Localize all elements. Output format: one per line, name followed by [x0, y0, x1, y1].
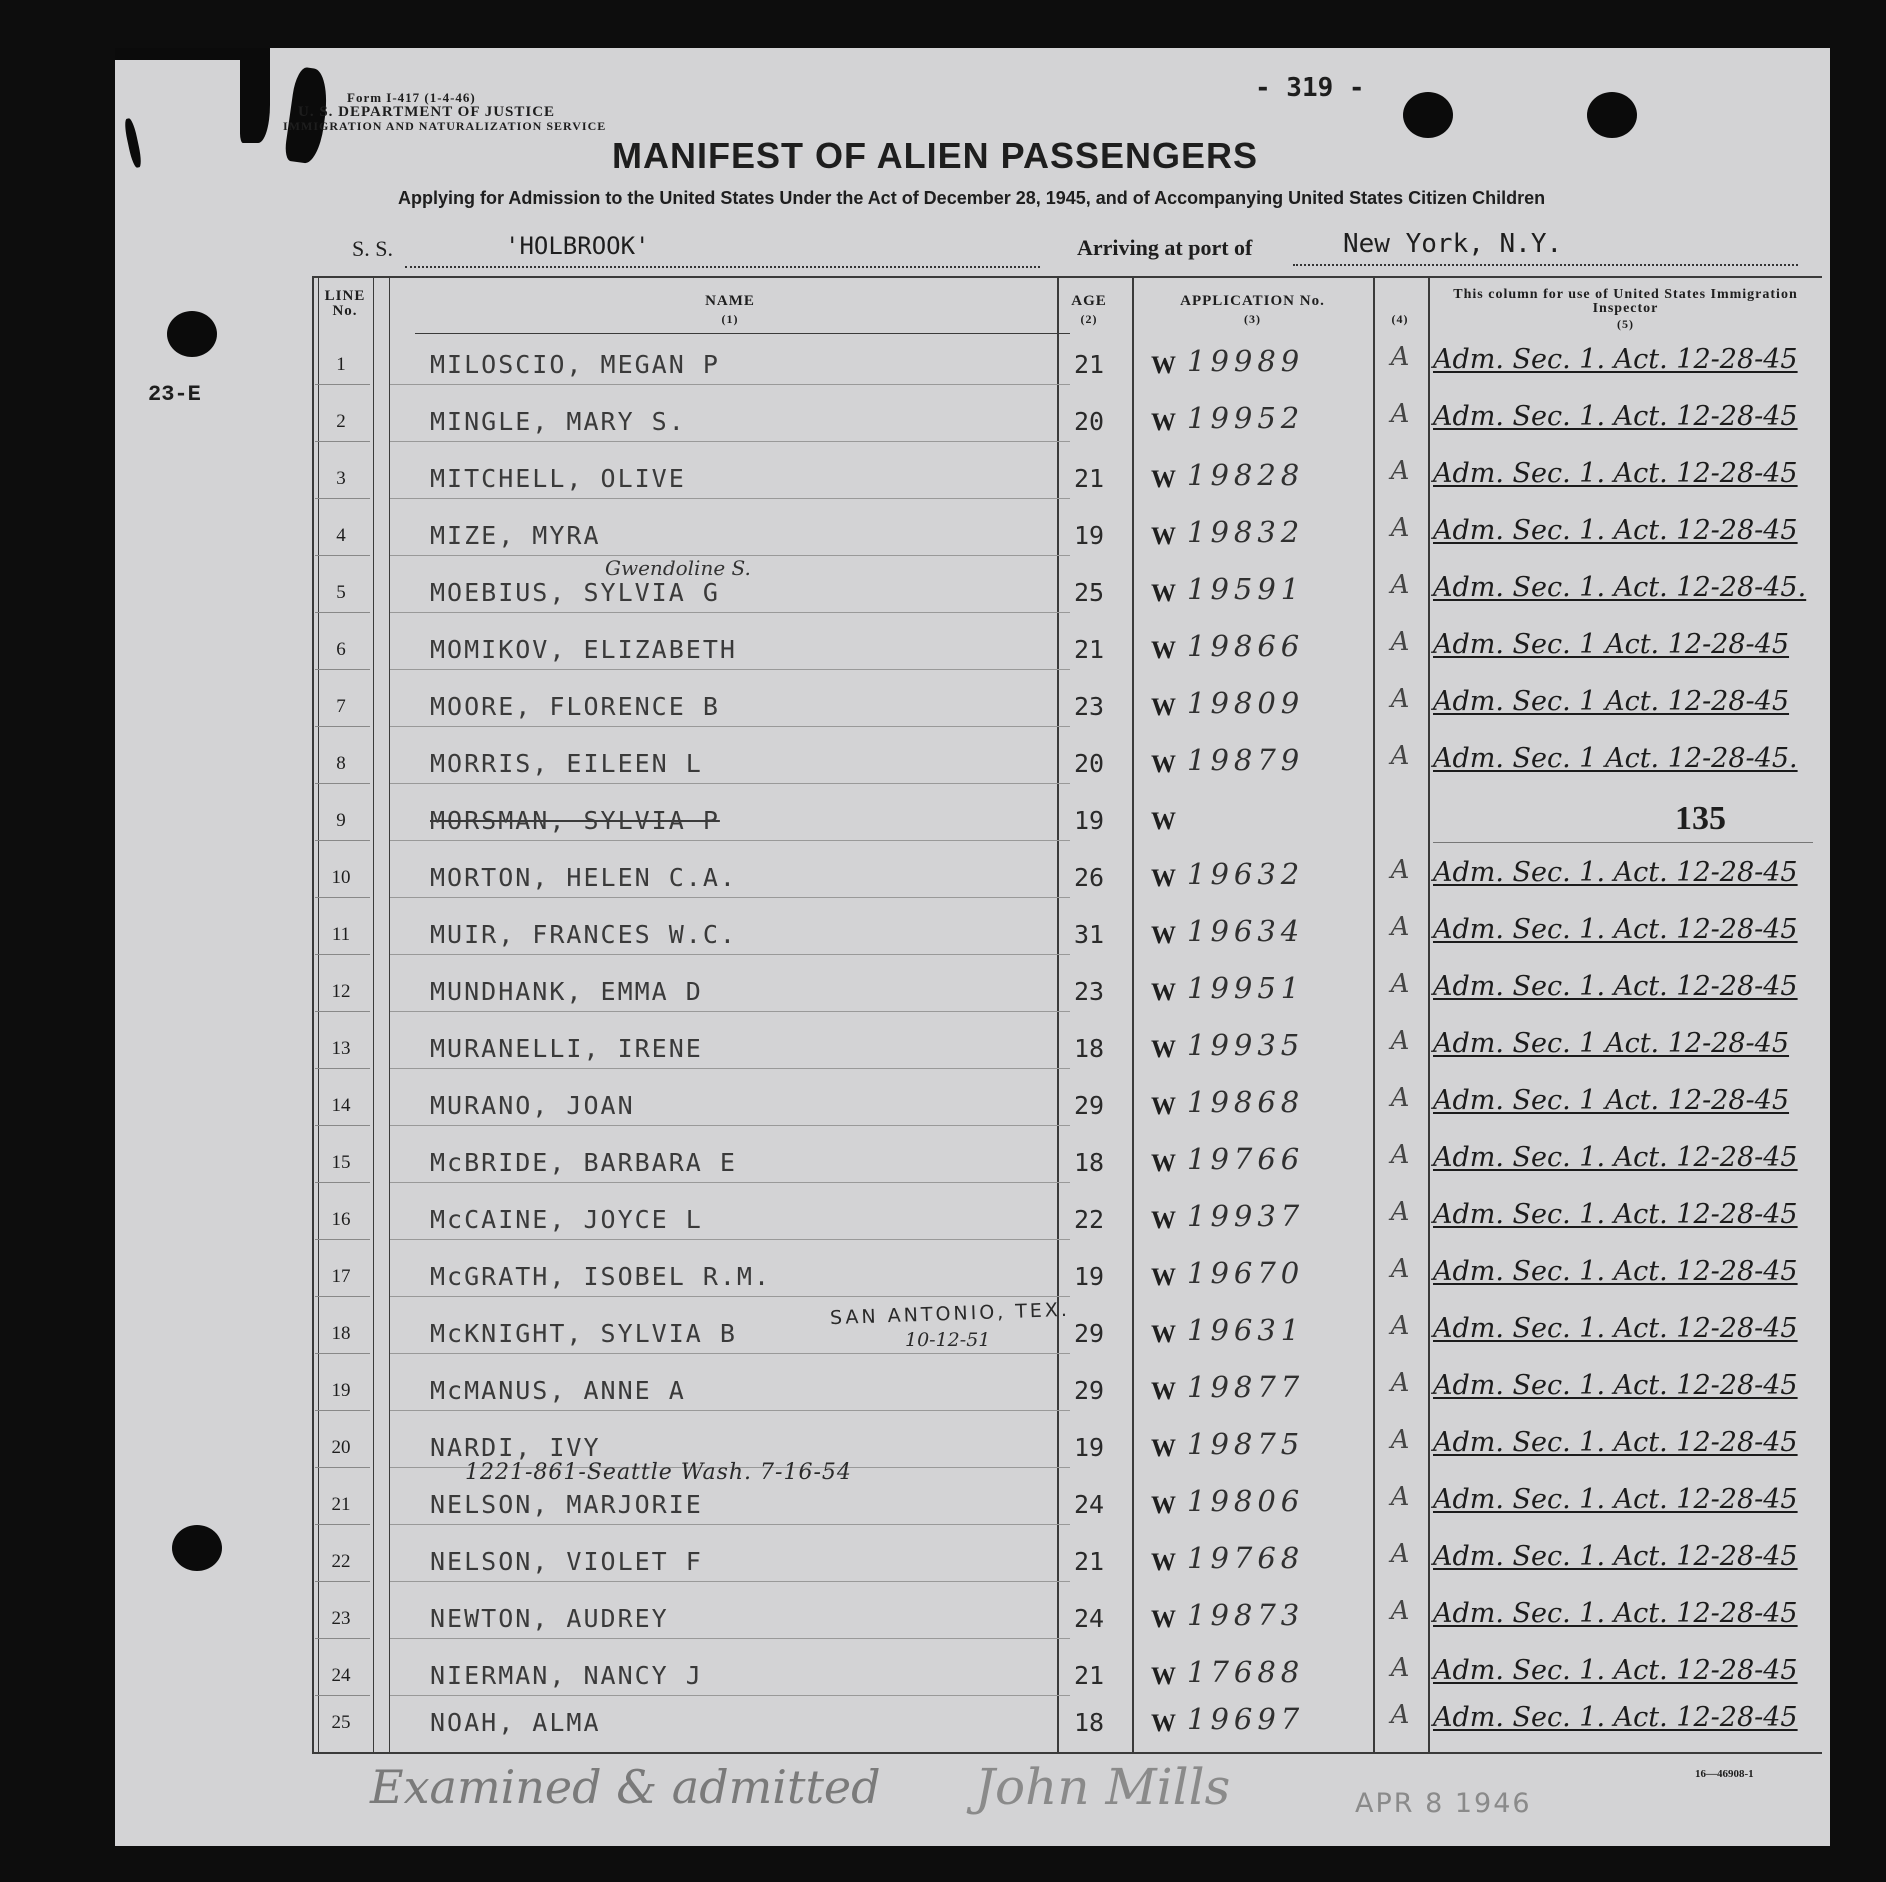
line-number: 14 — [331, 1095, 351, 1116]
line-number: 20 — [331, 1437, 351, 1458]
passenger-name: NOAH, ALMA — [430, 1708, 601, 1737]
line-number: 24 — [331, 1665, 351, 1686]
inspector-note: Adm. Sec. 1. Act. 12-28-45 — [1433, 914, 1798, 945]
col-inspector-label — [1433, 288, 1818, 316]
col4-mark: A — [1390, 1083, 1410, 1113]
ship-label: S. S. — [352, 236, 393, 261]
inspector-note: Adm. Sec. 1. Act. 12-28-45 — [1433, 1313, 1798, 1344]
print-code: 16—46908-1 — [1695, 1768, 1754, 1780]
table-bottom-rule — [312, 1752, 1822, 1754]
passenger-name: MINGLE, MARY S. — [430, 407, 686, 436]
manifest-page — [115, 48, 1830, 1846]
passenger-age: 18 — [1073, 1034, 1105, 1063]
line-number: 15 — [331, 1152, 351, 1173]
table-row — [115, 627, 1830, 684]
application-number: 19877 — [1187, 1370, 1305, 1404]
passenger-age: 19 — [1073, 806, 1105, 835]
app-prefix: W — [1151, 751, 1176, 778]
col4-mark: A — [1390, 1482, 1410, 1512]
inspector-note: Adm. Sec. 1 Act. 12-28-45. — [1433, 743, 1798, 774]
inspector-note: Adm. Sec. 1 Act. 12-28-45 — [1433, 1028, 1790, 1059]
inspector-note: Adm. Sec. 1 Act. 12-28-45 — [1433, 686, 1790, 717]
passenger-age: 19 — [1073, 521, 1105, 550]
table-row — [115, 1298, 1830, 1368]
passenger-age: 21 — [1073, 350, 1105, 379]
application-number: 19631 — [1187, 1313, 1305, 1347]
line-number: 1 — [336, 354, 346, 375]
table-row — [115, 1596, 1830, 1653]
line-number: 22 — [331, 1551, 351, 1572]
application-number: 19879 — [1187, 743, 1305, 777]
passenger-age: 25 — [1073, 578, 1105, 607]
col4-mark: A — [1390, 741, 1410, 771]
passenger-name: MUNDHANK, EMMA D — [430, 977, 703, 1006]
app-prefix: W — [1151, 979, 1176, 1006]
passenger-age: 19 — [1073, 1433, 1105, 1462]
punch-hole — [1587, 92, 1637, 138]
table-row — [115, 969, 1830, 1026]
passenger-name: MORRIS, EILEEN L — [430, 749, 703, 778]
line-number: 12 — [331, 981, 351, 1002]
department-name: U. S. DEPARTMENT OF JUSTICE — [298, 104, 556, 120]
table-row — [115, 798, 1830, 855]
ship-underline — [405, 266, 1040, 268]
handwritten-date: 10-12-51 — [905, 1329, 991, 1351]
passenger-name: NARDI, IVY — [430, 1433, 601, 1462]
col-4-num: (4) — [1391, 312, 1409, 326]
table-row — [115, 1425, 1830, 1482]
passenger-age: 24 — [1073, 1604, 1105, 1633]
table-row — [115, 513, 1830, 570]
handwritten-note: 1221-861-Seattle Wash. 7-16-54 — [465, 1460, 852, 1485]
line-number: 2 — [336, 411, 346, 432]
inspector-note: Adm. Sec. 1. Act. 12-28-45 — [1433, 857, 1798, 888]
table-row — [115, 1460, 1830, 1539]
table-row — [115, 855, 1830, 912]
application-number: 19952 — [1187, 401, 1305, 435]
passenger-name: MOEBIUS, SYLVIA G — [430, 578, 720, 607]
inspector-note: Adm. Sec. 1. Act. 12-28-45. — [1433, 572, 1807, 603]
table-row — [115, 556, 1830, 627]
col4-mark: A — [1390, 1539, 1410, 1569]
app-prefix: W — [1151, 1492, 1176, 1519]
app-prefix: W — [1151, 1093, 1176, 1120]
line-number: 13 — [331, 1038, 351, 1059]
passenger-age: 21 — [1073, 1661, 1105, 1690]
application-number: 19809 — [1187, 686, 1305, 720]
table-row — [115, 1539, 1830, 1596]
col4-mark: A — [1390, 342, 1410, 372]
passenger-age: 29 — [1073, 1091, 1105, 1120]
col-app-label: APPLICATION No. — [1180, 293, 1325, 309]
table-row — [115, 342, 1830, 399]
app-prefix: W — [1151, 466, 1176, 493]
app-prefix: W — [1151, 523, 1176, 550]
passenger-name: NIERMAN, NANCY J — [430, 1661, 703, 1690]
col-line-label: LINE — [324, 288, 366, 304]
app-prefix: W — [1151, 1036, 1176, 1063]
torn-corner — [240, 48, 270, 143]
line-number: 17 — [331, 1266, 351, 1287]
col-inspector-text: This column for use of United States Immigration Inspector — [1453, 287, 1798, 316]
application-number: 19632 — [1187, 857, 1305, 891]
date-stamp: APR 8 1946 — [1355, 1788, 1532, 1819]
margin-note: 23-E — [148, 382, 201, 407]
passenger-name: MURANO, JOAN — [430, 1091, 635, 1120]
application-number: 19697 — [1187, 1702, 1305, 1736]
app-prefix: W — [1151, 580, 1176, 607]
passenger-name: McBRIDE, BARBARA E — [430, 1148, 737, 1177]
app-prefix: W — [1151, 409, 1176, 436]
passenger-name: MURANELLI, IRENE — [430, 1034, 703, 1063]
passenger-name: MORTON, HELEN C.A. — [430, 863, 737, 892]
passenger-name: MIZE, MYRA — [430, 521, 601, 550]
line-number: 23 — [331, 1608, 351, 1629]
inspector-note: Adm. Sec. 1. Act. 12-28-45 — [1433, 1655, 1798, 1686]
header-bottom-rule — [415, 333, 1070, 334]
passenger-age: 21 — [1073, 635, 1105, 664]
inspector-note: Adm. Sec. 1. Act. 12-28-45 — [1433, 1598, 1798, 1629]
line-number: 9 — [336, 810, 346, 831]
passenger-age: 21 — [1073, 1547, 1105, 1576]
app-prefix: W — [1151, 808, 1176, 835]
inspector-note: Adm. Sec. 1. Act. 12-28-45 — [1433, 1702, 1798, 1733]
line-number: 6 — [336, 639, 346, 660]
passenger-name: MILOSCIO, MEGAN P — [430, 350, 720, 379]
application-number: 19832 — [1187, 515, 1305, 549]
app-prefix: W — [1151, 1435, 1176, 1462]
application-number: 19935 — [1187, 1028, 1305, 1062]
passenger-age: 18 — [1073, 1708, 1105, 1737]
app-prefix: W — [1151, 1606, 1176, 1633]
inspector-signature: John Mills — [975, 1758, 1231, 1816]
line-number: 25 — [331, 1712, 351, 1733]
app-prefix: W — [1151, 1710, 1176, 1737]
col4-mark: A — [1390, 1254, 1410, 1284]
arriving-label: Arriving at port of — [1077, 235, 1253, 260]
col-name-num: (1) — [721, 312, 739, 326]
application-number: 19875 — [1187, 1427, 1305, 1461]
table-top-rule — [312, 276, 1822, 278]
passenger-name: McGRATH, ISOBEL R.M. — [430, 1262, 772, 1291]
passenger-name: MOMIKOV, ELIZABETH — [430, 635, 737, 664]
app-prefix: W — [1151, 1321, 1176, 1348]
app-prefix: W — [1151, 1150, 1176, 1177]
inspector-note: Adm. Sec. 1. Act. 12-28-45 — [1433, 971, 1798, 1002]
passenger-age: 29 — [1073, 1376, 1105, 1405]
application-number: 19768 — [1187, 1541, 1305, 1575]
inspector-note: Adm. Sec. 1 Act. 12-28-45 — [1433, 629, 1790, 660]
line-number: 21 — [331, 1494, 351, 1515]
line-number: 8 — [336, 753, 346, 774]
examined-admitted-note: Examined & admitted — [370, 1760, 881, 1814]
passenger-age: 21 — [1073, 464, 1105, 493]
table-row — [115, 741, 1830, 798]
col4-mark: A — [1390, 1140, 1410, 1170]
table-row — [115, 684, 1830, 741]
inspector-note: Adm. Sec. 1. Act. 12-28-45 — [1433, 401, 1798, 432]
col4-mark: A — [1390, 399, 1410, 429]
passenger-age: 20 — [1073, 407, 1105, 436]
application-number: 19866 — [1187, 629, 1305, 663]
application-number: 19806 — [1187, 1484, 1305, 1518]
col4-mark: A — [1390, 456, 1410, 486]
col-age-label: AGE — [1071, 293, 1107, 309]
col4-mark: A — [1390, 684, 1410, 714]
app-prefix: W — [1151, 1549, 1176, 1576]
col4-mark: A — [1390, 912, 1410, 942]
passenger-age: 20 — [1073, 749, 1105, 778]
torn-corner — [115, 48, 245, 60]
passenger-name: MUIR, FRANCES W.C. — [430, 920, 737, 949]
col4-mark: A — [1390, 855, 1410, 885]
application-number: 19951 — [1187, 971, 1305, 1005]
col4-mark: A — [1390, 1596, 1410, 1626]
line-number: 18 — [331, 1323, 351, 1344]
app-prefix: W — [1151, 352, 1176, 379]
table-row — [115, 912, 1830, 969]
inspector-note: Adm. Sec. 1. Act. 12-28-45 — [1433, 1427, 1798, 1458]
application-number: 19868 — [1187, 1085, 1305, 1119]
passenger-name: McCAINE, JOYCE L — [430, 1205, 703, 1234]
app-prefix: W — [1151, 865, 1176, 892]
col-line-sub: No. — [332, 303, 358, 319]
col4-mark: A — [1390, 969, 1410, 999]
application-number: 19766 — [1187, 1142, 1305, 1176]
table-row — [115, 456, 1830, 513]
col4-mark: A — [1390, 1311, 1410, 1341]
line-number: 4 — [336, 525, 346, 546]
inspector-note: Adm. Sec. 1. Act. 12-28-45 — [1433, 1370, 1798, 1401]
col4-mark: A — [1390, 1700, 1410, 1730]
col4-mark: A — [1390, 1368, 1410, 1398]
inspector-note: Adm. Sec. 1. Act. 12-28-45 — [1433, 1541, 1798, 1572]
passenger-age: 23 — [1073, 977, 1105, 1006]
inspector-note: Adm. Sec. 1. Act. 12-28-45 — [1433, 458, 1798, 489]
passenger-age: 23 — [1073, 692, 1105, 721]
app-prefix: W — [1151, 1378, 1176, 1405]
port-underline — [1293, 264, 1798, 266]
passenger-age: 19 — [1073, 1262, 1105, 1291]
inspector-number: 135 — [1675, 800, 1726, 837]
table-row — [115, 1197, 1830, 1254]
table-row — [115, 1368, 1830, 1425]
app-prefix: W — [1151, 1264, 1176, 1291]
document-subtitle: Applying for Admission to the United States Under the Act of December 28, 1945, and of Accompanying United States Citizen Children — [398, 188, 1546, 208]
ship-name: 'HOLBROOK' — [505, 232, 650, 260]
name-correction: Gwendoline S. — [605, 556, 751, 580]
application-number: 19989 — [1187, 344, 1305, 378]
passenger-age: 18 — [1073, 1148, 1105, 1177]
app-prefix: W — [1151, 922, 1176, 949]
inspector-note: Adm. Sec. 1 Act. 12-28-45 — [1433, 1085, 1790, 1116]
passenger-name: MOORE, FLORENCE B — [430, 692, 720, 721]
col4-mark: A — [1390, 1197, 1410, 1227]
passenger-age: 31 — [1073, 920, 1105, 949]
app-prefix: W — [1151, 1663, 1176, 1690]
service-name: IMMIGRATION AND NATURALIZATION SERVICE — [283, 119, 607, 133]
passenger-name: NEWTON, AUDREY — [430, 1604, 669, 1633]
table-row — [115, 399, 1830, 456]
line-number: 11 — [331, 924, 351, 945]
col-age-num: (2) — [1080, 312, 1098, 326]
app-prefix: W — [1151, 1207, 1176, 1234]
col-inspector-num: (5) — [1617, 317, 1634, 331]
line-number: 19 — [331, 1380, 351, 1401]
application-number: 19828 — [1187, 458, 1305, 492]
line-number: 7 — [336, 696, 346, 717]
line-number: 5 — [336, 582, 346, 603]
col4-mark: A — [1390, 1026, 1410, 1056]
passenger-age: 22 — [1073, 1205, 1105, 1234]
app-prefix: W — [1151, 694, 1176, 721]
passenger-name: NELSON, VIOLET F — [430, 1547, 703, 1576]
inspector-note: Adm. Sec. 1. Act. 12-28-45 — [1433, 1256, 1798, 1287]
inspector-note: Adm. Sec. 1. Act. 12-28-45 — [1433, 1199, 1798, 1230]
passenger-age: 26 — [1073, 863, 1105, 892]
passenger-name: NELSON, MARJORIE — [430, 1490, 703, 1519]
app-prefix: W — [1151, 637, 1176, 664]
table-row — [115, 1083, 1830, 1140]
application-number: 19591 — [1187, 572, 1305, 606]
torn-corner — [123, 118, 143, 169]
application-number: 17688 — [1187, 1655, 1305, 1689]
port-name: New York, N.Y. — [1343, 229, 1563, 259]
application-number: 19634 — [1187, 914, 1305, 948]
col4-mark: A — [1390, 570, 1410, 600]
table-row — [115, 1026, 1830, 1083]
application-number: 19873 — [1187, 1598, 1305, 1632]
passenger-name: MORSMAN, SYLVIA P — [430, 806, 720, 835]
line-number: 10 — [331, 867, 351, 888]
inspector-note: Adm. Sec. 1. Act. 12-28-45 — [1433, 344, 1798, 375]
col-app-num: (3) — [1244, 312, 1261, 326]
application-number: 19937 — [1187, 1199, 1305, 1233]
col-name-label: NAME — [705, 293, 755, 309]
passenger-age: 29 — [1073, 1319, 1105, 1348]
inspector-note: Adm. Sec. 1. Act. 12-28-45 — [1433, 1484, 1798, 1515]
table-row — [115, 1140, 1830, 1197]
passenger-age: 24 — [1073, 1490, 1105, 1519]
col4-mark: A — [1390, 1653, 1410, 1683]
passenger-name: MITCHELL, OLIVE — [430, 464, 686, 493]
col4-mark: A — [1390, 627, 1410, 657]
col4-mark: A — [1390, 1425, 1410, 1455]
passenger-name: McMANUS, ANNE A — [430, 1376, 686, 1405]
application-number: 19670 — [1187, 1256, 1305, 1290]
col4-mark: A — [1390, 513, 1410, 543]
passenger-name: McKNIGHT, SYLVIA B — [430, 1319, 737, 1348]
handwritten-place: SAN ANTONIO, TEX. — [829, 1298, 1071, 1330]
punch-hole — [1403, 92, 1453, 138]
page-number: - 319 - — [1255, 73, 1365, 103]
line-number: 16 — [331, 1209, 351, 1230]
table-row — [115, 1700, 1830, 1752]
line-number: 3 — [336, 468, 346, 489]
inspector-note: Adm. Sec. 1. Act. 12-28-45 — [1433, 1142, 1798, 1173]
form-number: Form I-417 (1-4-46) — [347, 90, 476, 105]
document-title: MANIFEST OF ALIEN PASSENGERS — [612, 135, 1259, 176]
inspector-note: Adm. Sec. 1. Act. 12-28-45 — [1433, 515, 1798, 546]
